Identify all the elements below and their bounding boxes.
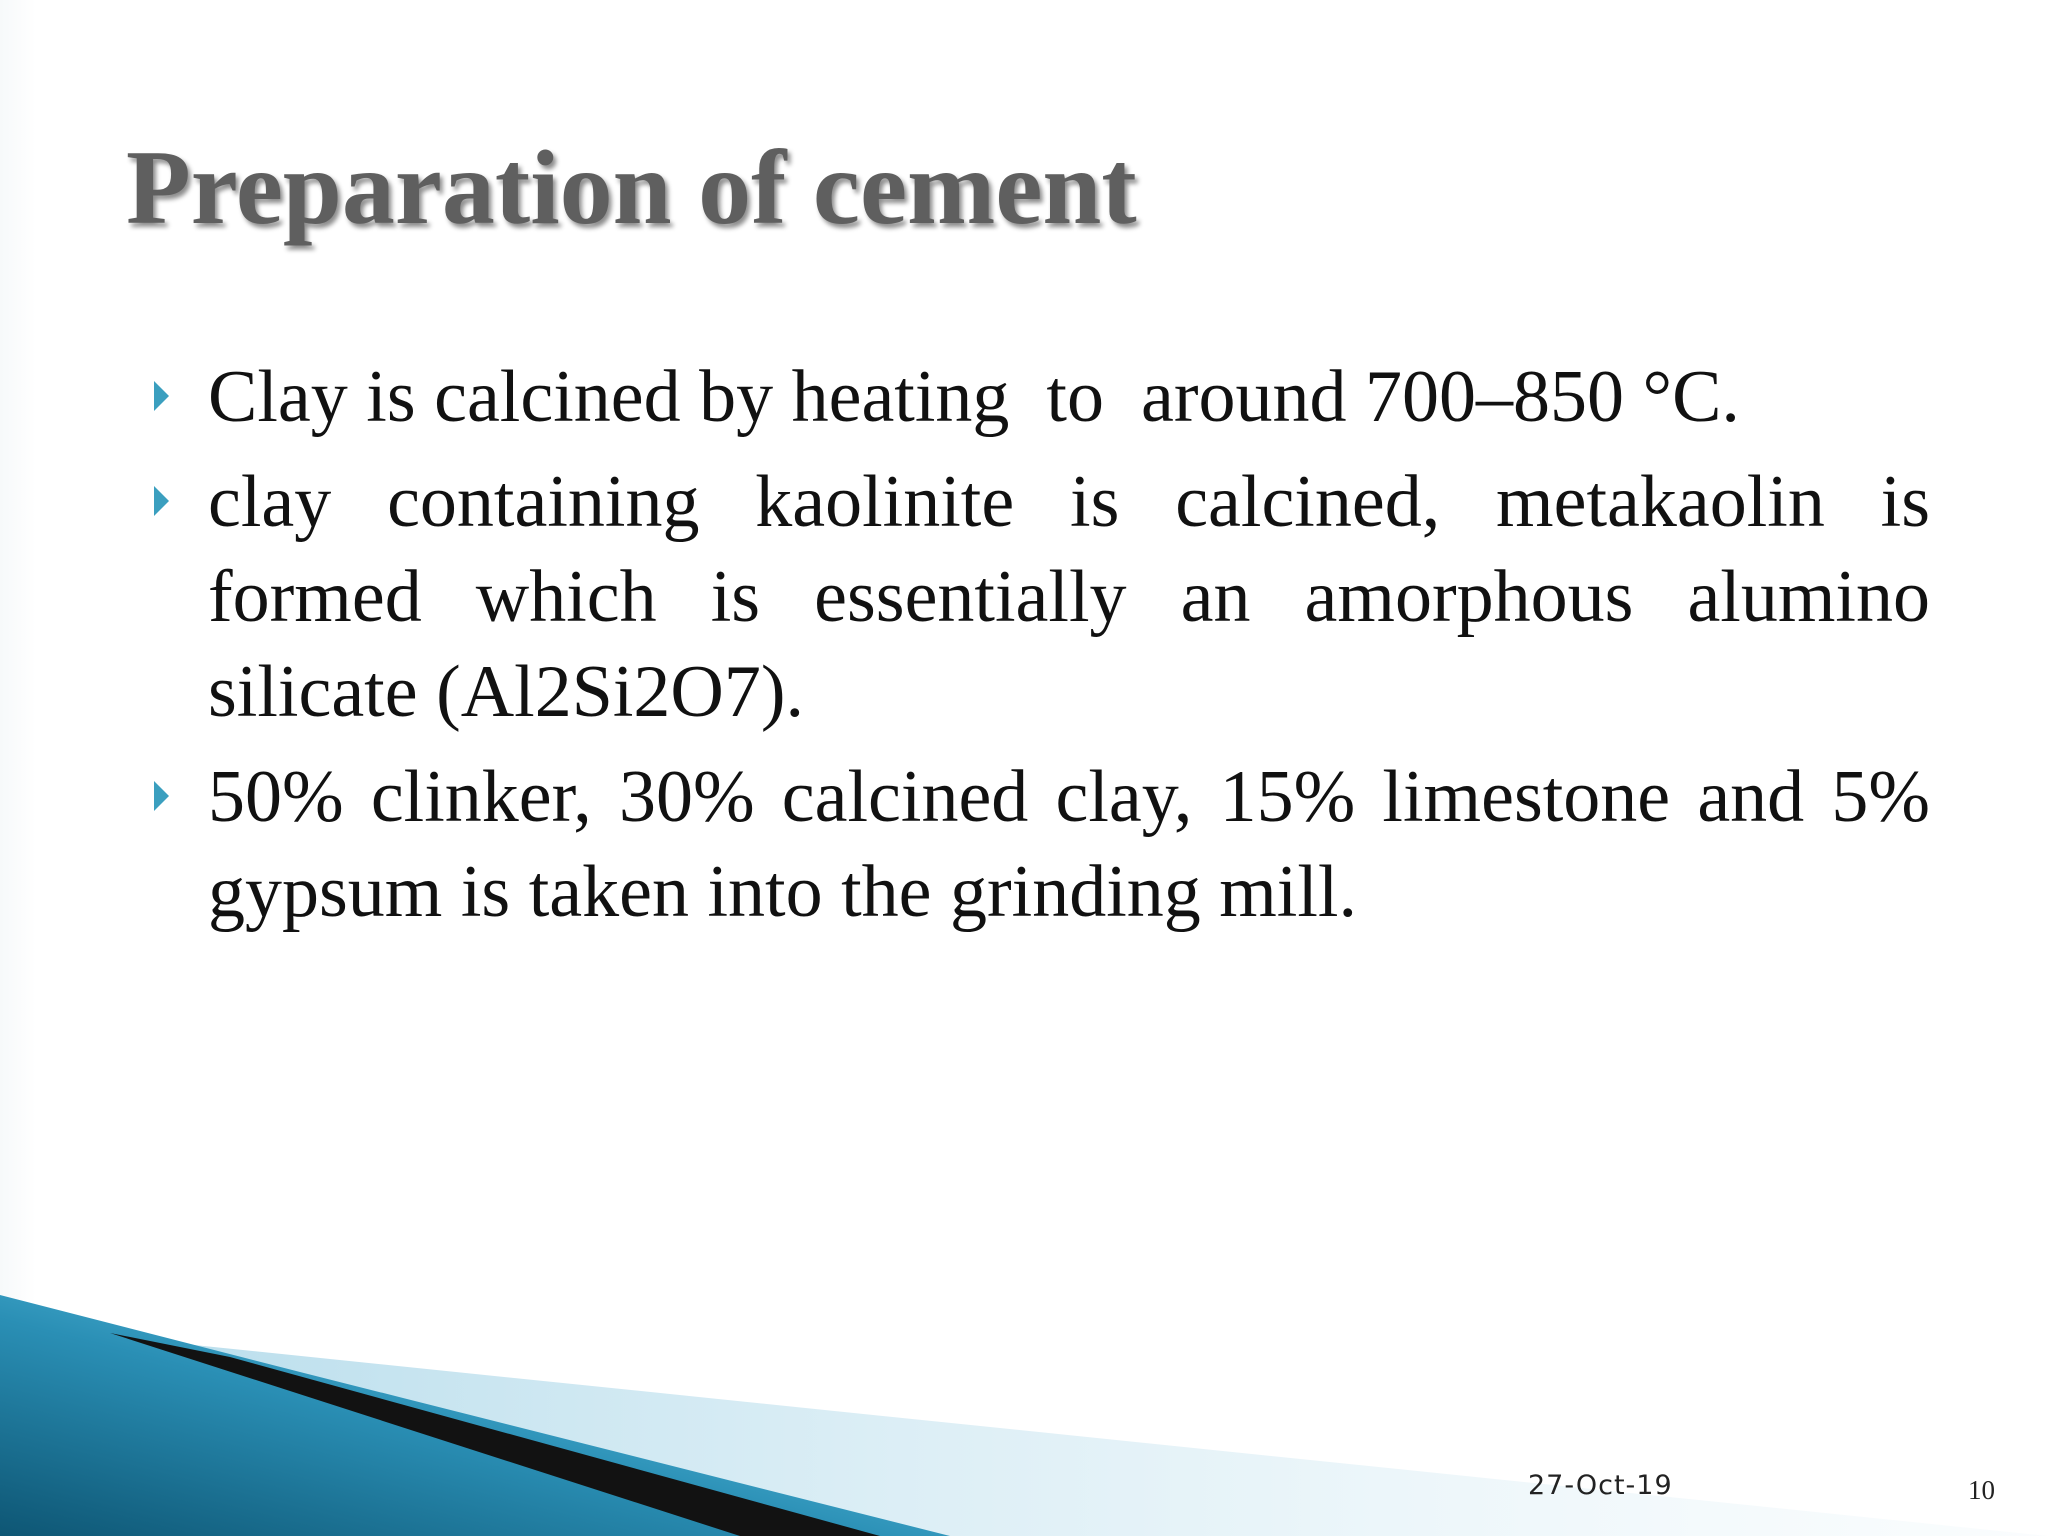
triangle-right-icon [154, 381, 169, 411]
page-number: 10 [1968, 1475, 1995, 1505]
bullet-text: clay containing kaolinite is calcined, metakaolin is formed which is essentially an amorphous alumino silicate (Al2Si2O7). [208, 461, 1930, 733]
bullet-item [140, 455, 1930, 740]
bullet-list [140, 350, 1930, 950]
bullet-text: Clay is calcined by heating to around 700–850 °C. [208, 356, 1740, 438]
slide-title: Preparation of cement [126, 129, 1137, 246]
bullet-item [140, 750, 1930, 940]
footer-date: 27-Oct-19 [1528, 1470, 1673, 1501]
bullet-text: 50% clinker, 30% calcined clay, 15% limestone and 5% gypsum is taken into the grinding mill. [208, 756, 1930, 933]
bullet-item [140, 350, 1930, 445]
triangle-right-icon [154, 486, 169, 516]
triangle-right-icon [154, 781, 169, 811]
